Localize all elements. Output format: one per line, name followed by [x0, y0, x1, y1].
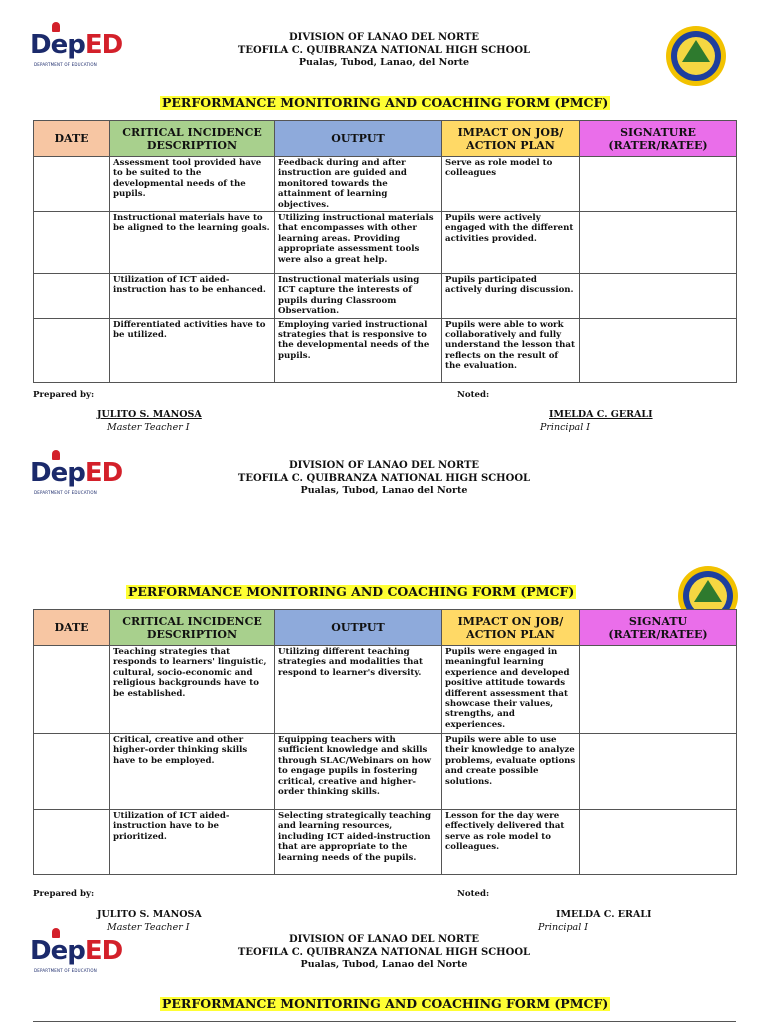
- form-title: PERFORMANCE MONITORING AND COACHING FORM (PMCF): [128, 584, 575, 599]
- school-address: Pualas, Tubod, Lanao del Norte: [300, 959, 468, 970]
- preparer-name: JULITO S. MANOSA: [97, 909, 202, 920]
- table-row: Utilization of ICT aided-instruction have to be prioritized. Selecting strategically teaching and learning resources, including ICT aided-instruction that are appropriate to the learning needs of the pupils. Lesson for the day were effectively delivered that serve as role model to colleagues.: [34, 810, 737, 875]
- form-title: PERFORMANCE MONITORING AND COACHING FORM (PMCF): [162, 996, 609, 1011]
- preparer-name: JULITO S. MANOSA: [97, 409, 202, 420]
- table-top-edge: [33, 1021, 736, 1025]
- form-title: PERFORMANCE MONITORING AND COACHING FORM (PMCF): [162, 95, 609, 110]
- signature-cell: [580, 274, 737, 319]
- deped-logo: DepED DEPARTMENT OF EDUCATION: [30, 928, 100, 980]
- preparer-position: Master Teacher I: [107, 422, 190, 433]
- col-impact: IMPACT ON JOB/ ACTION PLAN: [442, 121, 580, 157]
- page-header: [0, 32, 768, 70]
- table-row: Differentiated activities have to be utilized. Employing varied instructional strategies that is responsive to the developmental needs of the pupils. Pupils were able to work collaboratively and fully understand the lesson that reflects on the result of the evaluation.: [34, 318, 737, 382]
- table-row: Utilization of ICT aided-instruction has to be enhanced. Instructional materials using ICT capture the interests of pupils during Classroom Observation. Pupils participated actively during discussion.: [34, 274, 737, 319]
- noter-name: IMELDA C. ERALI: [556, 909, 652, 920]
- noted-label: Noted:: [457, 390, 490, 400]
- col-signature: SIGNATURE (RATER/RATEE): [580, 121, 737, 157]
- col-output: OUTPUT: [275, 610, 442, 646]
- col-critical-incidence: CRITICAL INCIDENCE DESCRIPTION: [110, 121, 275, 157]
- division-name: DIVISION OF LANAO DEL NORTE: [288, 934, 480, 945]
- school-name: TEOFILA C. QUIBRANZA NATIONAL HIGH SCHOOL: [237, 946, 531, 958]
- page-header: [0, 934, 768, 972]
- col-output: OUTPUT: [275, 121, 442, 157]
- col-date: DATE: [34, 121, 110, 157]
- col-critical-incidence: CRITICAL INCIDENCE DESCRIPTION: [110, 610, 275, 646]
- school-name: TEOFILA C. QUIBRANZA NATIONAL HIGH SCHOOL: [237, 44, 531, 56]
- division-name: DIVISION OF LANAO DEL NORTE: [288, 32, 480, 43]
- signature-cell: [580, 646, 737, 734]
- table-row: Assessment tool provided have to be suited to the developmental needs of the pupils. Feedback during and after instruction are guided and monitored towards the attainment of learning objectives. Serve as role model to colleagues: [34, 157, 737, 212]
- prepared-by-label: Prepared by:: [33, 390, 95, 400]
- prepared-by-label: Prepared by:: [33, 889, 95, 899]
- noter-position: Principal I: [538, 922, 589, 933]
- school-address: Pualas, Tubod, Lanao, del Norte: [298, 57, 470, 68]
- table-row: Teaching strategies that responds to learners' linguistic, cultural, socio-economic and religious backgrounds have to be established. Utilizing different teaching strategies and modalities that respond to learner's diversity. Pupils were engaged in meaningful learning experience and developed positive attitude towards different assessment that showcase their values, strengths, and experiences.: [34, 646, 737, 734]
- noter-position: Principal I: [540, 422, 591, 433]
- noter-name: IMELDA C. GERALI: [549, 409, 653, 420]
- deped-logo: DepED DEPARTMENT OF EDUCATION: [30, 450, 100, 502]
- school-name: TEOFILA C. QUIBRANZA NATIONAL HIGH SCHOOL: [237, 472, 531, 484]
- signature-cell: [580, 157, 737, 212]
- col-signature: SIGNATU (RATER/RATEE): [580, 610, 737, 646]
- school-address: Pualas, Tubod, Lanao del Norte: [300, 485, 468, 496]
- signature-cell: [580, 734, 737, 810]
- table-row: Critical, creative and other higher-order thinking skills have to be employed. Equipping teachers with sufficient knowledge and skills through SLAC/Webinars on how to engage pupils in fostering critical, creative and higher-order thinking skills. Pupils were able to use their knowledge to analyze problems, evaluate options and create possible solutions.: [34, 734, 737, 810]
- page-header: [0, 460, 768, 498]
- preparer-position: Master Teacher I: [107, 922, 190, 933]
- division-name: DIVISION OF LANAO DEL NORTE: [288, 460, 480, 471]
- signature-cell: [580, 810, 737, 875]
- pmcf-table: [33, 120, 737, 383]
- signature-cell: [580, 212, 737, 274]
- noted-label: Noted:: [457, 889, 490, 899]
- col-date: DATE: [34, 610, 110, 646]
- school-seal-icon: [666, 26, 726, 86]
- signature-cell: [580, 318, 737, 382]
- deped-logo: DepED DEPARTMENT OF EDUCATION: [30, 22, 100, 74]
- col-impact: IMPACT ON JOB/ ACTION PLAN: [442, 610, 580, 646]
- pmcf-table: [33, 609, 737, 875]
- table-row: Instructional materials have to be aligned to the learning goals. Utilizing instructional materials that encompasses with other learning areas. Providing appropriate assessment tools were also a great help. Pupils were actively engaged with the different activities provided.: [34, 212, 737, 274]
